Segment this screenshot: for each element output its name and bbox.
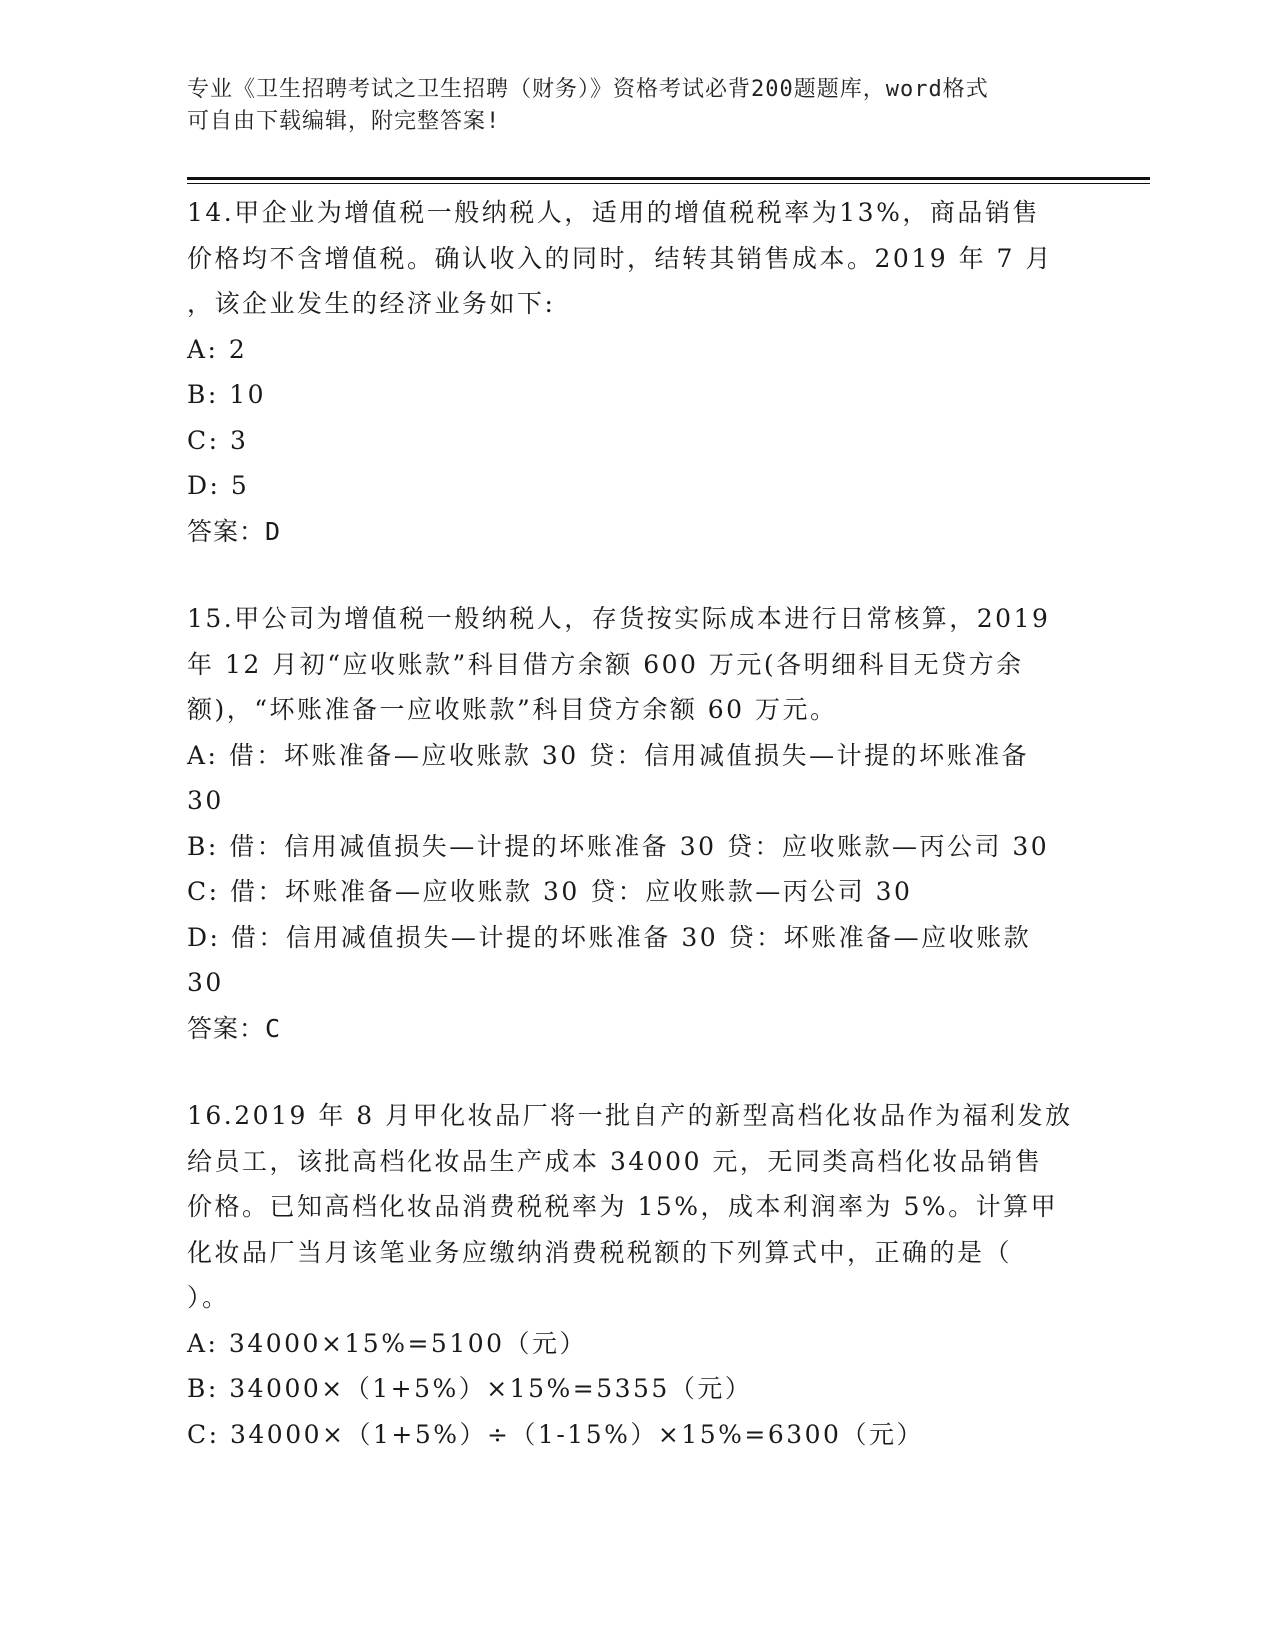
correct-answer: 答案：C (187, 1013, 282, 1043)
answer-option-line: A: 2 (187, 334, 248, 364)
answer-option-line: C: 借：坏账准备—应收账款 30 贷：应收账款—丙公司 30 (187, 877, 913, 906)
question-stem-line: 价格。已知高档化妆品消费税税率为 15%，成本利润率为 5%。计算甲 (187, 1192, 1059, 1221)
document-header (187, 74, 1067, 138)
question-stem-line: 额)，“坏账准备一应收账款”科目贷方余额 60 万元。 (187, 695, 838, 724)
answer-option-line: D: 5 (187, 471, 250, 500)
answer-option-line: C: 34000×（1+5%）÷（1-15%）×15%=6300（元） (187, 1419, 924, 1449)
answer-option-line: A: 借：坏账准备—应收账款 30 贷：信用减值损失—计提的坏账准备 (187, 740, 1030, 770)
answer-option-line: C: 3 (187, 425, 249, 455)
answer-option-line: 30 (187, 786, 224, 815)
header-divider-thick (187, 177, 1150, 180)
question-stem-line: 给员工，该批高档化妆品生产成本 34000 元，无同类高档化妆品销售 (187, 1146, 1043, 1176)
question-stem-line: 年 12 月初“应收账款”科目借方余额 600 万元(各明细科目无贷方余 (187, 649, 1024, 679)
answer-option-line: B: 借：信用减值损失—计提的坏账准备 30 贷：应收账款—丙公司 30 (187, 831, 1050, 861)
question-stem-line: 价格均不含增值税。确认收入的同时，结转其销售成本。2019 年 7 月 (187, 243, 1053, 273)
question-stem-line: 化妆品厂当月该笔业务应缴纳消费税税额的下列算式中，正确的是（ (187, 1237, 1013, 1267)
question-stem-line: ，该企业发生的经济业务如下: (187, 289, 556, 318)
header-divider-thin (187, 183, 1150, 184)
question-stem-line: 14.甲企业为增值税一般纳税人，适用的增值税税率为13%，商品销售 (187, 198, 1040, 227)
question-stem-line: 15.甲公司为增值税一般纳税人，存货按实际成本进行日常核算，2019 (187, 604, 1051, 633)
answer-option-line: D: 借：信用减值损失—计提的坏账准备 30 贷：坏账准备—应收账款 (187, 922, 1032, 952)
header-line-2: 可自由下载编辑，附完整答案! (187, 109, 501, 134)
answer-option-line: B: 34000×（1+5%）×15%=5355（元） (187, 1374, 753, 1403)
correct-answer: 答案：D (187, 516, 282, 546)
answer-option-line: B: 10 (187, 380, 267, 409)
question-stem-line: ）。 (187, 1283, 230, 1312)
question-list (187, 190, 1087, 1499)
question-block (187, 1093, 1087, 1457)
question-block (187, 190, 1087, 554)
question-block (187, 596, 1087, 1051)
answer-option-line: A: 34000×15%=5100（元） (187, 1328, 588, 1358)
answer-option-line: 30 (187, 968, 224, 997)
header-line-1: 专业《卫生招聘考试之卫生招聘（财务）》资格考试必背200题题库，word格式 (187, 77, 989, 102)
question-stem-line: 16.2019 年 8 月甲化妆品厂将一批自产的新型高档化妆品作为福利发放 (187, 1101, 1073, 1130)
